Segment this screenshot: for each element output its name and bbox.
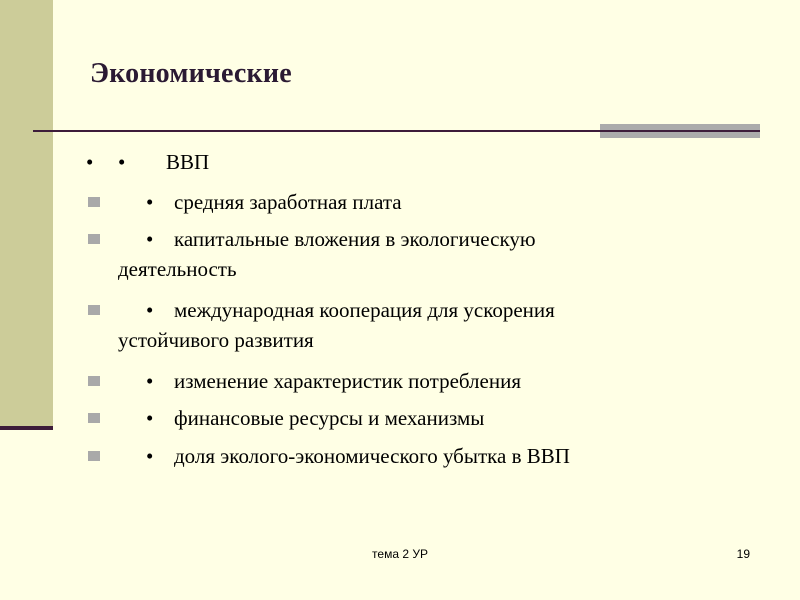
item-text: доля эколого-экономического убытка в ВВП (174, 444, 570, 468)
inner-bullet: • (146, 190, 154, 214)
inner-bullet: • (118, 150, 126, 174)
square-bullet-marker (88, 197, 100, 207)
square-bullet-marker (88, 305, 100, 315)
slide-number: 19 (736, 547, 750, 561)
slide-title: Экономические (90, 58, 292, 89)
inner-bullet: • (146, 369, 154, 393)
footer-text: тема 2 УР (372, 547, 428, 561)
square-bullet-marker (88, 413, 100, 423)
list-item (118, 222, 718, 256)
item-text: финансовые ресурсы и механизмы (174, 406, 485, 430)
item-text: средняя заработная плата (174, 190, 402, 214)
list-item (118, 401, 718, 435)
inner-bullet: • (146, 444, 154, 468)
item-text: изменение характеристик потребления (174, 369, 521, 393)
list-item (118, 364, 718, 398)
list-item-continuation: деятельность (118, 257, 237, 281)
inner-bullet: • (146, 227, 154, 251)
square-bullet-marker (88, 451, 100, 461)
list-item (118, 145, 718, 179)
square-bullet-marker (88, 376, 100, 386)
item-text: ВВП (166, 150, 210, 174)
inner-bullet: • (146, 298, 154, 322)
inner-bullet: • (146, 406, 154, 430)
list-item (118, 439, 718, 473)
list-item-continuation: устойчивого развития (118, 328, 314, 352)
item-text: капитальные вложения в экологическую (174, 227, 536, 251)
item-text: международная кооперация для ускорения (174, 298, 555, 322)
outer-bullet-dot: • (86, 150, 94, 174)
square-bullet-marker (88, 234, 100, 244)
list-item (118, 293, 718, 327)
list-item (118, 185, 718, 219)
